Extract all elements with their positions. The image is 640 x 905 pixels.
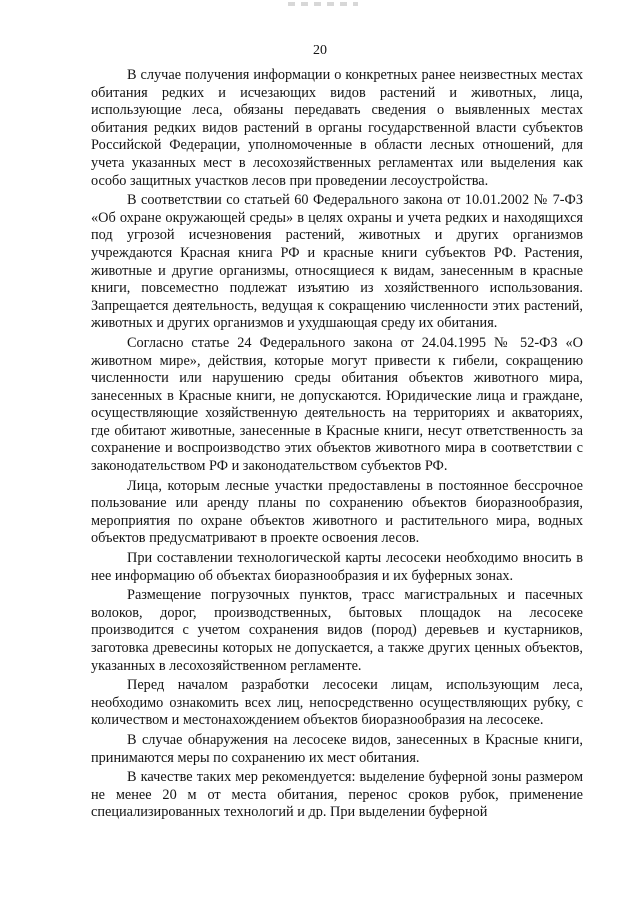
paragraph-animal-world-law: Согласно статье 24 Федерального закона от 24.04.1995 № 52-ФЗ «О животном мире», действия, которые могут привести к гибели, сокращению численности или нарушению среды обитания объектов животного мира, занесенных в Красные книги, не допускаются. Юридические лица и граждане, осуществляющие хозяйственную деятельность на территориях и акваториях, где обитают животные, занесенные в Красные книги, несут ответственность за сохранение и воспроизводство этих объектов животного мира в соответствии с законодательством РФ и законодательством субъектов РФ. (91, 334, 583, 475)
page-number: 20 (313, 43, 327, 58)
document-body (91, 67, 583, 824)
paragraph-rare-species-reporting: В случае получения информации о конкретных ранее неизвестных местах обитания редких и исчезающих видов растений и животных, лица, использующие леса, обязаны передавать сведения о выявленных местах обитания редких видов растений в органы государственной власти субъектов Российской Федерации, уполномоченные в области лесных отношений, для учета указанных мест в лесохозяйственных регламентах или выделения как особо защитных участков лесов при проведении лесоустройства. (91, 67, 583, 189)
paragraph-forest-plot-users: Лица, которым лесные участки предоставлены в постоянное бессрочное пользование или аренду планы по сохранению объектов биоразнообразия, мероприятия по охране объектов животного и растительного мира, водных объектов предусматривают в проекте освоения лесов. (91, 477, 583, 547)
paragraph-environment-protection-law: В соответствии со статьей 60 Федерального закона от 10.01.2002 № 7-ФЗ «Об охране окружающей среды» в целях охраны и учета редких и находящихся под угрозой исчезновения растений, животных и других организмов учреждаются Красная книга РФ и красные книги субъектов РФ. Растения, животные и другие организмы, относящиеся к видам, занесенным в красные книги, повсеместно подлежат изъятию из хозяйственного использования. Запрещается деятельность, ведущая к сокращению численности этих растений, животных и других организмов и ухудшающая среду их обитания. (91, 192, 583, 332)
scan-artifact-marks (288, 2, 358, 6)
paragraph-personnel-briefing: Перед началом разработки лесосеки лицам, использующим леса, необходимо ознакомить всех лиц, непосредственно осуществляющих рубку, с количеством и местонахождением объектов биоразнообразия на лесосеке. (91, 677, 583, 729)
paragraph-buffer-zone-measures: В качестве таких мер рекомендуется: выделение буферной зоны размером не менее 20 м от места обитания, перенос сроков рубок, применение специализированных технологий и др. При выделении буферной (91, 769, 583, 821)
paragraph-red-book-species-found: В случае обнаружения на лесосеке видов, занесенных в Красные книги, принимаются меры по сохранению их мест обитания. (91, 731, 583, 766)
paragraph-technological-map: При составлении технологической карты лесосеки необходимо вносить в нее информацию об объектах биоразнообразия и их буферных зонах. (91, 550, 583, 584)
paragraph-logging-site-layout: Размещение погрузочных пунктов, трасс магистральных и пасечных волоков, дорог, производственных, бытовых площадок на лесосеке производится с учетом сохранения видов (пород) деревьев и кустарников, заготовка древесины которых не допускается, а также других ценных объектов, указанных в лесохозяйственном регламенте. (91, 587, 583, 674)
